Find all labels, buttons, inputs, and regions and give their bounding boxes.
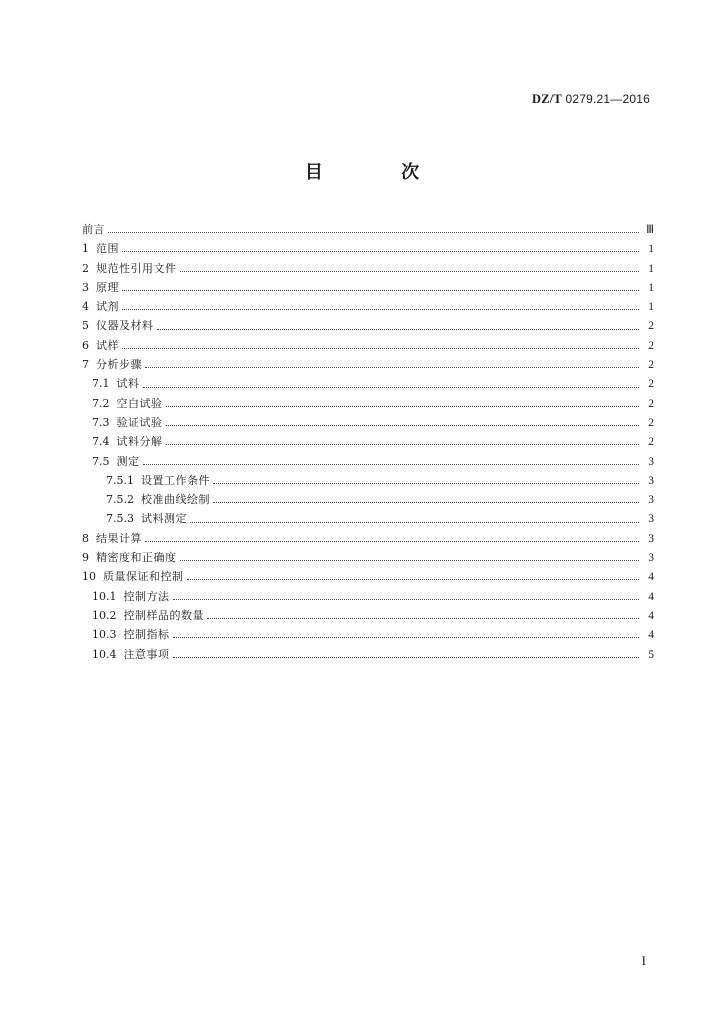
toc-entry-page: 2 [648, 378, 654, 391]
toc-entry-label: 试样 [96, 338, 119, 352]
toc-entry[interactable] [82, 587, 654, 606]
toc-entry-page: 1 [648, 243, 654, 256]
toc-entry-label: 控制方法 [123, 589, 170, 603]
toc-entry-number: 7.5 [92, 454, 110, 468]
toc-dot-leader [122, 299, 639, 310]
toc-entry-page: 4 [648, 609, 654, 622]
toc-entry-label: 控制样品的数量 [123, 608, 204, 622]
page-number: I [641, 953, 646, 968]
toc-entry-number: 10 [82, 570, 96, 584]
toc-entry-page: 3 [648, 532, 654, 545]
toc-entry[interactable] [82, 374, 654, 393]
toc-entry-number: 7.5.3 [106, 512, 134, 526]
toc-entry-number: 6 [82, 338, 89, 352]
toc-entry[interactable] [82, 278, 654, 297]
toc-entry-label: 分析步骤 [96, 358, 142, 372]
toc-entry[interactable] [82, 567, 654, 586]
toc-entry-number: 2 [82, 261, 89, 275]
toc-dot-leader [157, 319, 640, 330]
toc-entry[interactable] [82, 316, 654, 335]
toc-entry[interactable] [82, 413, 654, 432]
toc-entry-label: 试料测定 [141, 512, 187, 526]
toc-dot-leader [143, 377, 640, 388]
toc-dot-leader [122, 338, 639, 349]
toc-entry-number: 4 [82, 300, 89, 314]
toc-entry-page: 2 [648, 359, 654, 372]
toc-entry[interactable] [82, 606, 654, 625]
toc-entry[interactable] [82, 220, 654, 239]
toc-entry-label: 规范性引用文件 [96, 261, 177, 275]
toc-entry-label: 注意事项 [123, 647, 170, 661]
toc-entry-number: 10.1 [92, 589, 117, 603]
toc-entry-label: 试料分解 [116, 435, 163, 449]
toc-entry-label: 设置工作条件 [141, 473, 210, 487]
toc-dot-leader [213, 492, 639, 503]
toc-dot-leader [122, 280, 639, 291]
toc-dot-leader [143, 454, 640, 465]
toc-dot-leader [145, 357, 639, 368]
toc-entry-number: 8 [82, 531, 89, 545]
toc-entry-page: 2 [648, 416, 654, 429]
toc-dot-leader [108, 222, 639, 233]
toc-dot-leader [207, 608, 639, 619]
toc-entry-page: Ⅲ [646, 224, 654, 236]
toc-entry-number: 1 [82, 242, 89, 256]
toc-entry-label: 校准曲线绘制 [141, 493, 210, 507]
toc-title: 目 次 [304, 162, 456, 183]
toc-entry-page: 3 [648, 474, 654, 487]
toc-entry-number: 7.1 [92, 377, 110, 391]
toc-dot-leader [173, 627, 640, 638]
toc-entry-page: 1 [648, 301, 654, 314]
toc-dot-leader [145, 531, 639, 542]
toc-entry-page: 2 [648, 320, 654, 333]
toc-entry[interactable] [82, 471, 654, 490]
toc-entry-number: 7.5.1 [106, 473, 134, 487]
toc-entry-label: 仪器及材料 [96, 319, 154, 333]
toc-entry-label: 原理 [96, 280, 119, 294]
toc-entry-label: 控制指标 [123, 628, 170, 642]
toc-entry[interactable] [82, 355, 654, 374]
toc-entry-page: 2 [648, 397, 654, 410]
toc-entry-page: 3 [648, 494, 654, 507]
toc-entry-number: 7.5.2 [106, 493, 134, 507]
toc-entry[interactable] [82, 239, 654, 258]
toc-dot-leader [166, 396, 640, 407]
toc-entry-page: 1 [648, 262, 654, 275]
toc-entry-label: 质量保证和控制 [103, 570, 184, 584]
toc-entry[interactable] [82, 645, 654, 664]
toc-entry-page: 5 [648, 648, 654, 661]
toc-entry-page: 4 [648, 590, 654, 603]
toc-entry[interactable] [82, 509, 654, 528]
toc-dot-leader [166, 415, 640, 426]
toc-entry-label: 精密度和正确度 [96, 551, 177, 565]
toc-entry-page: 4 [648, 571, 654, 584]
toc-dot-leader [122, 241, 639, 252]
standard-code [532, 92, 650, 107]
toc-entry-label: 范围 [96, 242, 119, 256]
standard-code-number: 0279.21—2016 [565, 92, 650, 106]
toc-entry-label: 空白试验 [116, 396, 163, 410]
toc-entry[interactable] [82, 548, 654, 567]
toc-entry-page: 1 [648, 281, 654, 294]
toc-dot-leader [187, 569, 640, 580]
toc-entry-label: 验证试验 [116, 415, 163, 429]
toc-entry[interactable] [82, 452, 654, 471]
toc-entry-label: 试剂 [96, 300, 119, 314]
toc-entry-page: 3 [648, 552, 654, 565]
toc-entry-number: 7 [82, 358, 89, 372]
toc-entry-label: 测定 [116, 454, 140, 468]
toc-entry[interactable] [82, 259, 654, 278]
toc-entry[interactable] [82, 297, 654, 316]
toc-entry-number: 10.4 [92, 647, 117, 661]
toc-entry[interactable] [82, 432, 654, 451]
toc-dot-leader [190, 512, 639, 523]
table-of-contents [82, 220, 654, 664]
toc-entry[interactable] [82, 529, 654, 548]
toc-dot-leader [180, 550, 640, 561]
toc-dot-leader [180, 261, 640, 272]
toc-entry-label: 前言 [82, 223, 105, 236]
toc-entry-number: 9 [82, 551, 89, 565]
toc-entry-label: 结果计算 [96, 531, 142, 545]
toc-entry-page: 2 [648, 339, 654, 352]
toc-entry-number: 7.2 [92, 396, 110, 410]
toc-dot-leader [173, 647, 640, 658]
toc-entry-number: 10.3 [92, 628, 117, 642]
toc-dot-leader [173, 589, 640, 600]
toc-entry-number: 7.4 [92, 435, 110, 449]
toc-entry[interactable] [82, 336, 654, 355]
toc-entry-number: 7.3 [92, 415, 110, 429]
toc-entry[interactable] [82, 394, 654, 413]
standard-code-prefix: DZ/T [531, 92, 562, 106]
toc-entry-number: 5 [82, 319, 89, 333]
toc-entry-page: 3 [648, 513, 654, 526]
toc-entry[interactable] [82, 625, 654, 644]
toc-entry-label: 试料 [116, 377, 140, 391]
toc-entry-number: 3 [82, 280, 89, 294]
toc-entry-page: 2 [648, 436, 654, 449]
toc-dot-leader [213, 473, 639, 484]
toc-entry-page: 3 [648, 455, 654, 468]
toc-entry[interactable] [82, 490, 654, 509]
toc-entry-number: 10.2 [92, 608, 117, 622]
toc-entry-page: 4 [648, 629, 654, 642]
toc-dot-leader [166, 434, 640, 445]
